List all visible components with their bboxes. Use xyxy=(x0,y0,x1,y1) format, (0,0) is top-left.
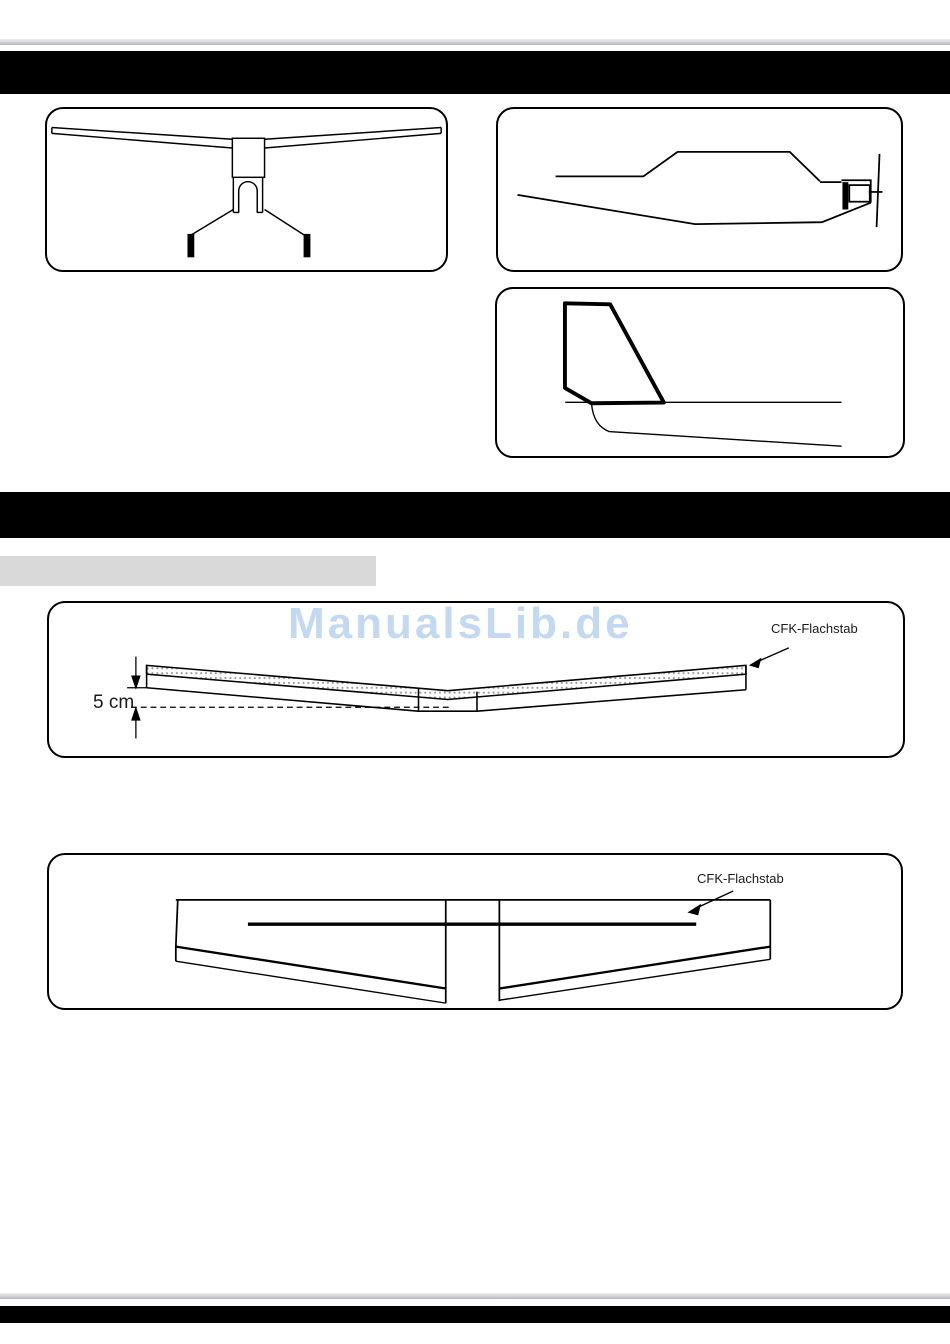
spar-callout-arrow xyxy=(749,648,789,668)
spar-callout-arrow xyxy=(687,891,733,915)
dimension-label: 5 cm xyxy=(93,692,135,713)
glider-front-view-drawing xyxy=(47,109,446,270)
subheading-block xyxy=(0,556,376,586)
header-bar xyxy=(0,51,950,94)
vertical-fin-drawing xyxy=(497,289,903,456)
figure-wing-top-view xyxy=(47,853,903,1010)
left-elevon xyxy=(176,947,446,1004)
fin-outline xyxy=(565,303,664,403)
figure-dihedral-section xyxy=(47,601,905,758)
section-bar xyxy=(0,492,950,538)
motor-mount xyxy=(842,182,848,209)
propeller-icon xyxy=(877,154,880,227)
fuselage-side-view-drawing xyxy=(498,109,901,270)
bottom-divider-bar xyxy=(0,1293,950,1299)
wing-skin-band xyxy=(147,665,746,699)
tow-hook-arch xyxy=(239,182,258,213)
right-elevon xyxy=(499,947,770,1001)
wheel-icon xyxy=(187,234,310,257)
footer-bar xyxy=(0,1306,950,1323)
figure-fin-view xyxy=(495,287,905,458)
top-divider-bar xyxy=(0,39,950,45)
watermark: ManualsLib.de xyxy=(288,599,633,648)
spar-label: CFK-Flachstab xyxy=(697,871,784,886)
figure-side-view xyxy=(496,107,903,272)
figure-front-view xyxy=(45,107,448,272)
spar-label: CFK-Flachstab xyxy=(771,621,858,636)
